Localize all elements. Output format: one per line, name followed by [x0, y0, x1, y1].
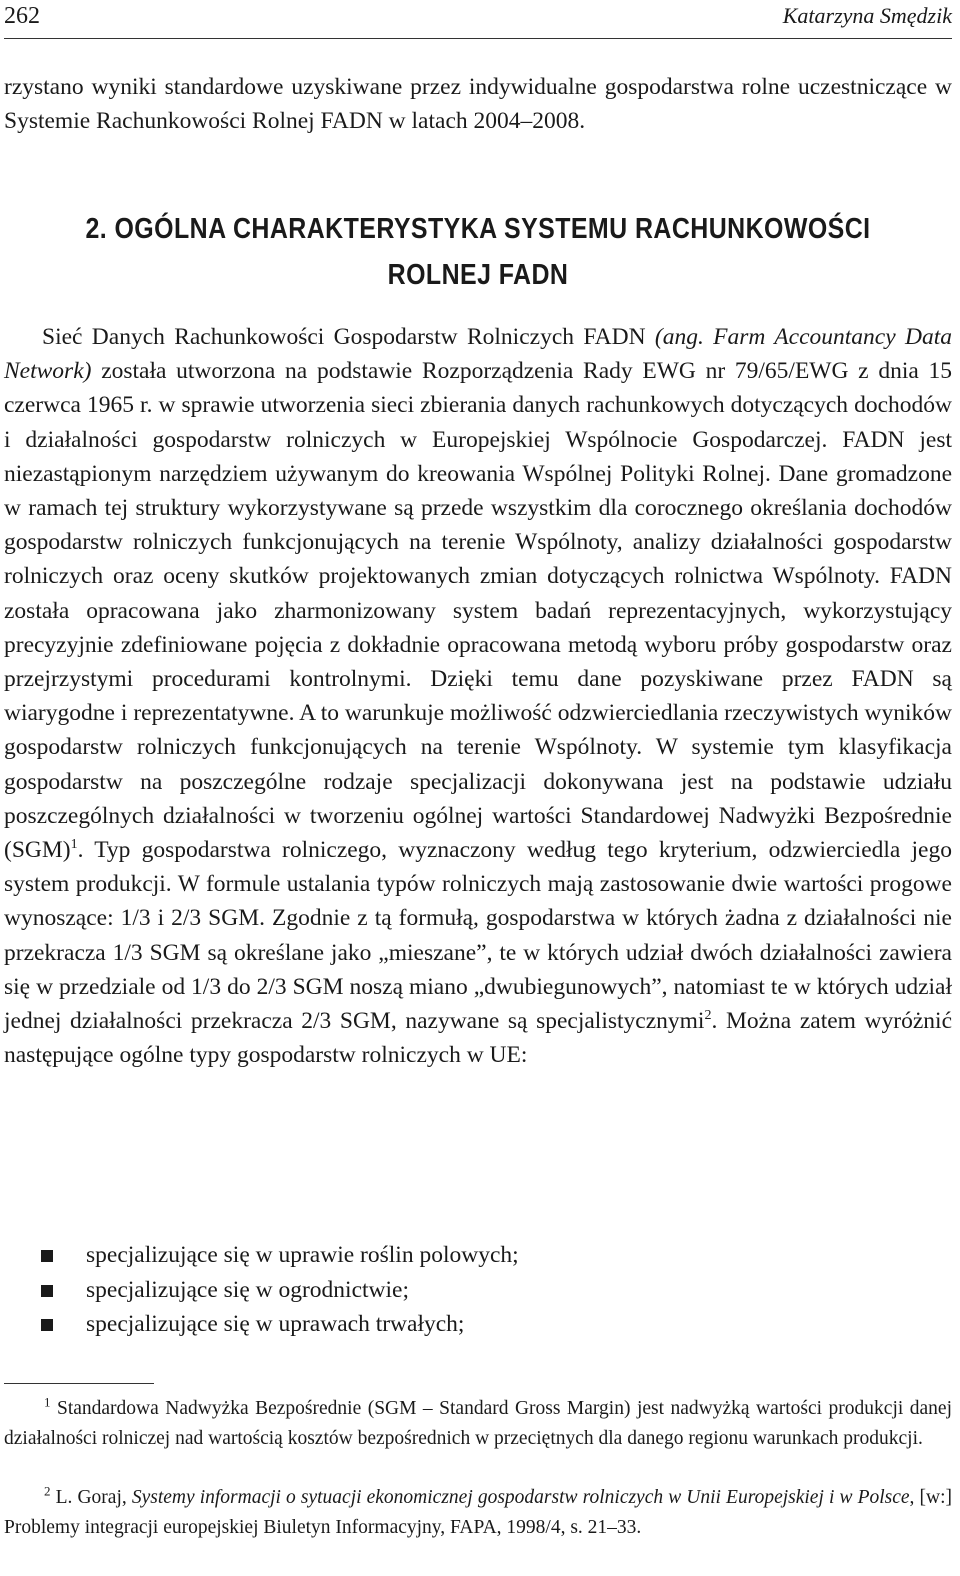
- list-item-text: specjalizujące się w uprawie roślin polowych;: [86, 1242, 519, 1268]
- section-heading: [70, 206, 885, 298]
- list-item: [4, 1238, 952, 1273]
- body-paragraph: [4, 320, 952, 1072]
- running-header: [4, 0, 952, 39]
- footnote-1-number: 1: [44, 1394, 51, 1410]
- list-item: [4, 1307, 952, 1342]
- footnote-reference-2: 2: [704, 1008, 712, 1024]
- footnote-2-source: , [w:] Problemy integracji europejskiej Biuletyn Informacyjny, FAPA, 1998/4, s. 21–33.: [4, 1487, 952, 1538]
- document-page: [4, 0, 952, 1576]
- footnote-2-title: Systemy informacji o sytuacji ekonomicznej gospodarstw rolniczych w Unii Europejskiej i w Polsce: [131, 1487, 910, 1508]
- footnote-1-text: Standardowa Nadwyżka Bezpośrednie (SGM – Standard Gross Margin) jest nadwyżką wartości produkcji danej działalności rolniczej nad wartością kosztów bezpośrednich w przeciętnych dla danego regionu warunkach produkcji.: [4, 1398, 952, 1449]
- footnote-2: [4, 1483, 952, 1542]
- intro-paragraph: rzystano wyniki standardowe uzyskiwane przez indywidualne gospodarstwa rolne uczestniczące w Systemie Rachunkowości Rolnej FADN w latach 2004–2008.: [4, 74, 952, 135]
- body-text-part-1: Sieć Danych Rachunkowości Gospodarstw Rolniczych FADN: [42, 324, 655, 350]
- list-item-text: specjalizujące się w uprawach trwałych;: [86, 1311, 465, 1337]
- list-item-text: specjalizujące się w ogrodnictwie;: [86, 1276, 409, 1303]
- farm-type-list: [4, 1238, 952, 1342]
- body-text-part-4: . Można zatem wyróżnić następujące ogólne typy gospodarstw rolniczych w UE:: [4, 1008, 952, 1069]
- list-item: [4, 1273, 952, 1308]
- section-heading-line-2: ROLNEJ FADN: [387, 259, 569, 291]
- section-heading-line-1: 2. OGÓLNA CHARAKTERYSTYKA SYSTEMU RACHUNKOWOŚCI: [85, 213, 871, 245]
- footnote-reference-1: 1: [70, 837, 78, 853]
- body-text-part-3: . Typ gospodarstwa rolniczego, wyznaczony według tego kryterium, odzwierciedla jego system produkcji. W formule ustalania typów rolniczych mają zastosowanie dwie wartości progowe wynoszące: 1/3 i 2/3 SGM. Zgodnie z tą formułą, gospodarstwa w których żadna z działalności nie przekracza 1/3 SGM są określane jako „mieszane”, te w których udział dwóch działalności zawiera się w przedziale od 1/3 do 2/3 SGM noszą miano „dwubiegunowych”, natomiast te w których udział jednej działalności przekracza 2/3 SGM, nazywane są specjalistycznymi: [4, 837, 952, 1035]
- running-header-author: Katarzyna Smędzik: [782, 3, 952, 28]
- footnote-1: [4, 1394, 952, 1453]
- square-bullet-icon: [41, 1285, 53, 1297]
- footnote-divider: [4, 1383, 154, 1384]
- body-text-italic-term: (ang. Farm Accountancy Data Network): [4, 324, 952, 385]
- square-bullet-icon: [41, 1319, 53, 1331]
- body-text-part-2: została utworzona na podstawie Rozporządzenia Rady EWG nr 79/65/EWG z dnia 15 czerwca 1965 r. w sprawie utworzenia sieci zbierania danych rachunkowych dotyczących dochodów i działalności gospodarstw rolniczych w Europejskiej Wspólnocie Gospodarczej. FADN jest niezastąpionym narzędziem używanym do kreowania Wspólnej Polityki Rolnej. Dane gromadzone w ramach tej struktury wykorzystywane są przede wszystkim dla corocznego określania dochodów gospodarstw rolniczych funkcjonujących na terenie Wspólnoty, analizy działalności gospodarstw rolniczych oraz oceny skutków projektowanych zmian dotyczących rolnictwa Wspólnoty. FADN została opracowana jako zharmonizowany system badań reprezentacyjnych, wykorzystujący precyzyjnie zdefiniowane pojęcia z dokładnie opracowana metodą wyboru próby gospodarstw oraz przejrzystymi procedurami kontrolnymi. Dzięki temu dane pozyskiwane przez FADN są wiarygodne i reprezentatywne. A to warunkuje możliwość odzwierciedlania rzeczywistych wyników gospodarstw rolniczych funkcjonujących na terenie Wspólnoty. W systemie tym klasyfikacja gospodarstw na poszczególne rodzaje specjalizacji dokonywana jest na podstawie udziału poszczególnych działalności w tworzeniu ogólnej wartości Standardowej Nadwyżki Bezpośrednie (SGM): [4, 358, 952, 864]
- page-number: 262: [4, 3, 40, 29]
- footnote-2-number: 2: [44, 1483, 51, 1499]
- footnote-2-author: L. Goraj,: [50, 1487, 132, 1508]
- square-bullet-icon: [41, 1250, 53, 1262]
